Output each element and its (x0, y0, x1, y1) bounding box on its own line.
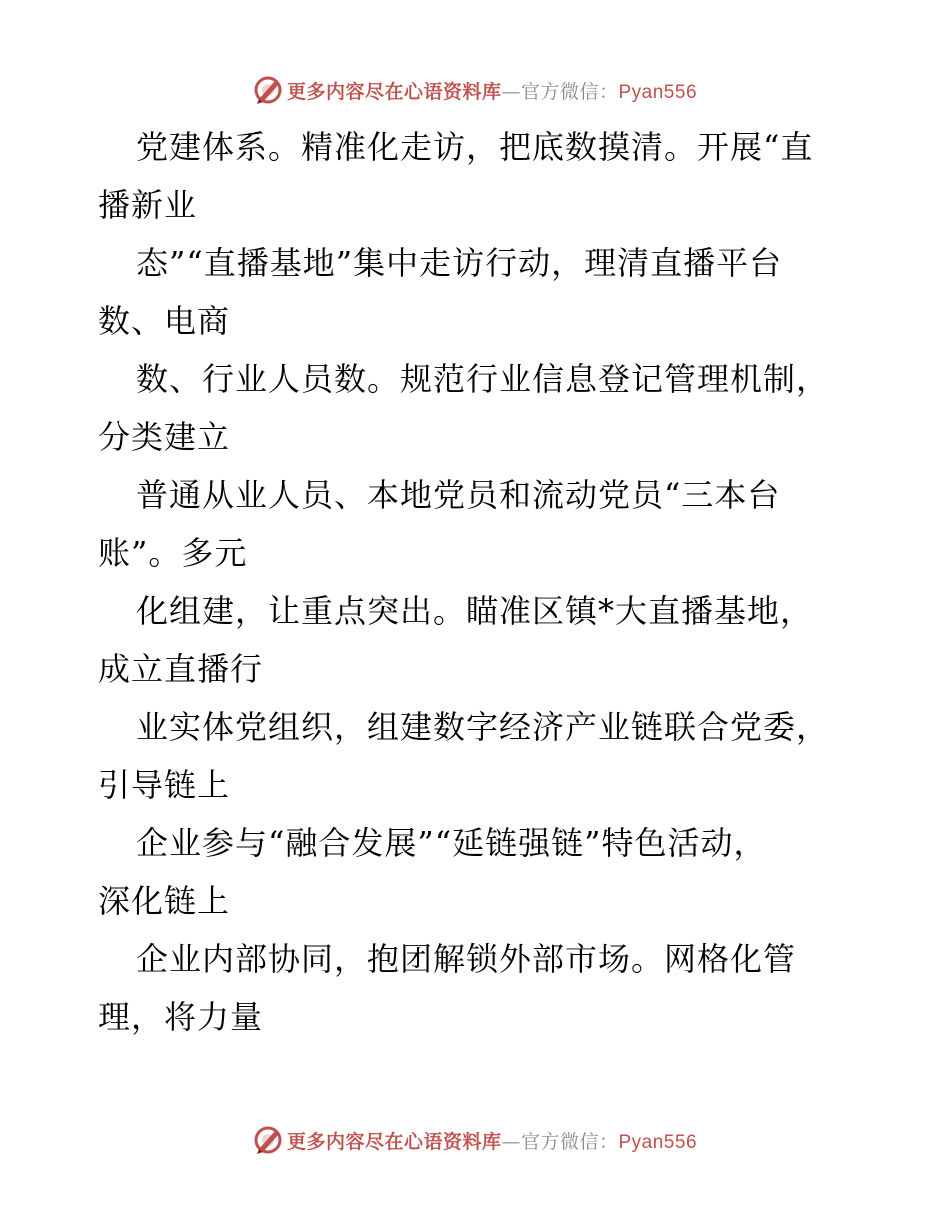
text-line: 成立直播行 (98, 650, 264, 688)
text-line: 深化链上 (98, 882, 231, 920)
header-banner (0, 70, 950, 110)
text-line: 分类建立 (98, 418, 231, 456)
footer-banner (0, 1120, 950, 1160)
text-line: 企业参与“融合发展”“延链强链”特色活动， (136, 824, 767, 862)
text-line: 引导链上 (98, 766, 231, 804)
text-line: 企业内部协同，抱团解锁外部市场。网格化管 (136, 940, 797, 978)
text-line: 党建体系。精准化走访，把底数摸清。开展“直 (136, 128, 814, 166)
text-line: 账”。多元 (98, 534, 248, 572)
footer-text (287, 1127, 697, 1154)
text-line: 态”“直播基地”集中走访行动，理清直播平台 (136, 244, 783, 282)
pen-logo-icon (253, 1125, 283, 1155)
footer-brand: 更多内容尽在心语资料库 (286, 1130, 502, 1153)
footer-dash: — (501, 1130, 521, 1153)
text-line: 化组建，让重点突出。瞄准区镇*大直播基地， (136, 592, 814, 630)
text-line: 数、电商 (98, 302, 231, 340)
document-body (98, 118, 898, 1046)
text-line: 播新业 (98, 186, 198, 224)
header-wechat-label: 官方微信： (520, 80, 619, 103)
header-wechat-id: Pyan556 (618, 81, 698, 103)
text-line: 理，将力量 (98, 998, 264, 1036)
header-dash: — (501, 80, 521, 103)
text-line: 普通从业人员、本地党员和流动党员“三本台 (136, 476, 781, 514)
pen-logo-icon (253, 75, 283, 105)
footer-wechat-label: 官方微信： (520, 1130, 619, 1153)
header-text (287, 77, 697, 104)
footer-wechat-id: Pyan556 (618, 1131, 698, 1153)
text-line: 数、行业人员数。规范行业信息登记管理机制， (136, 360, 830, 398)
text-line: 业实体党组织，组建数字经济产业链联合党委， (136, 708, 830, 746)
header-brand: 更多内容尽在心语资料库 (286, 80, 502, 103)
